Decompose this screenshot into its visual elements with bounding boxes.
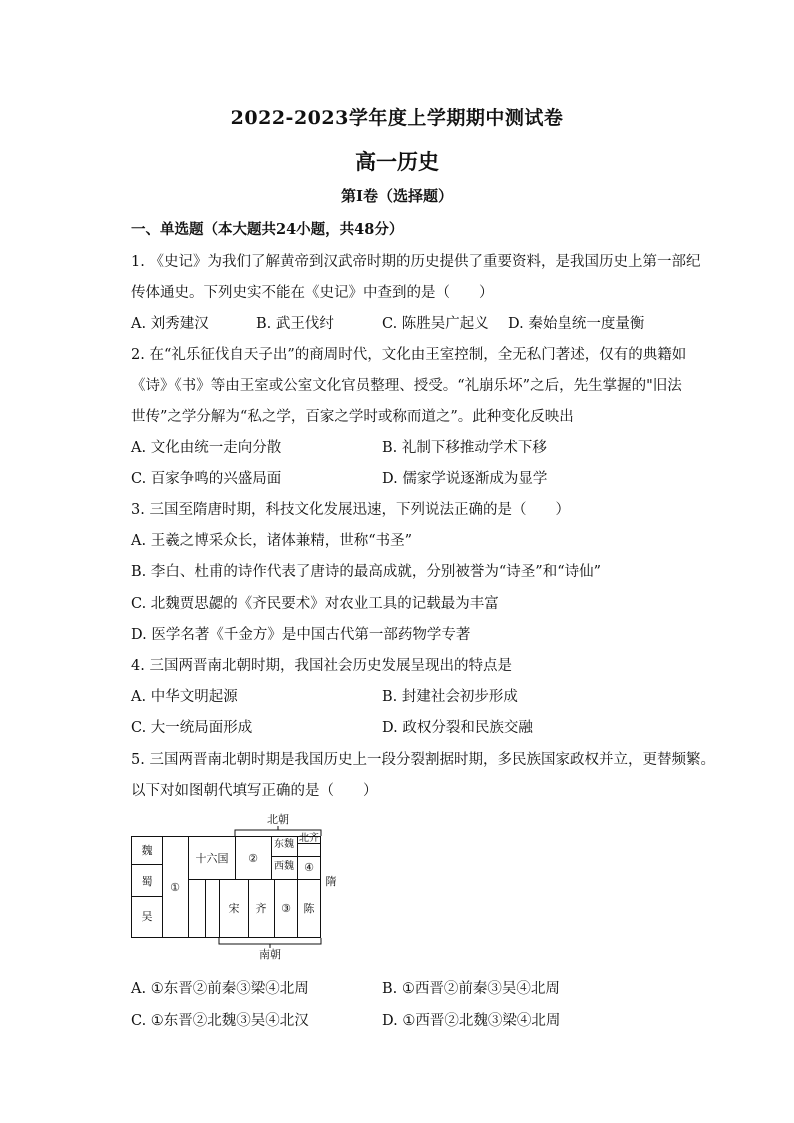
- q3-option-b: B. 李白、杜甫的诗作代表了唐诗的最高成就，分别被誉为“诗圣”和“诗仙”: [131, 564, 602, 580]
- q5-stem-line-1: 5. 三国两晋南北朝时期是我国历史上一段分裂割据时期，多民族国家政权并立，更替频繁。: [131, 752, 715, 768]
- north-dynasties-label: 北朝: [267, 813, 289, 826]
- wu-label: 吴: [141, 910, 153, 923]
- q4-stem-line-1: 4. 三国两晋南北朝时期，我国社会历史发展呈现出的特点是: [131, 658, 512, 674]
- q2-stem-line-1: 2. 在“礼乐征伐自天子出”的商周时代，文化由王室控制，全无私门著述，仅有的典籍如: [131, 347, 687, 363]
- q3-option-a: A. 王羲之博采众长，诸体兼精，世称“书圣”: [131, 533, 413, 549]
- q2-option-b: B. 礼制下移推动学术下移: [382, 440, 547, 456]
- dynasty-diagram: [131, 812, 345, 962]
- chen-label: 陈: [303, 902, 315, 915]
- wei-label: 魏: [141, 844, 153, 857]
- q5-option-a: A. ①东晋②前秦③梁④北周: [131, 981, 309, 997]
- song-label: 宋: [228, 902, 240, 915]
- shu-label: 蜀: [141, 875, 153, 888]
- q2-option-a: A. 文化由统一走向分散: [131, 440, 282, 456]
- blank-3-label: ③: [281, 902, 291, 915]
- q2-stem-line-3: 世传”之学分解为“私之学，百家之学时或称而道之”。此种变化反映出: [131, 409, 574, 425]
- section-heading: 一、单选题（本大题共24小题，共48分）: [131, 221, 404, 238]
- q4-option-c: C. 大一统局面形成: [131, 720, 253, 736]
- blank-2-label: ②: [248, 852, 258, 865]
- q5-option-c: C. ①东晋②北魏③吴④北汉: [131, 1013, 309, 1029]
- blank-4-label: ④: [304, 861, 314, 874]
- q4-option-a: A. 中华文明起源: [131, 689, 238, 705]
- qi-label: 齐: [255, 902, 267, 915]
- exam-title: 2022-2023学年度上学期期中测试卷: [230, 107, 564, 129]
- blank-1-label: ①: [170, 881, 180, 894]
- western-wei-label: 西魏: [274, 861, 294, 872]
- q4-option-d: D. 政权分裂和民族交融: [382, 720, 533, 736]
- q1-stem-line-2: 传体通史。下列史实不能在《史记》中查到的是（ ）: [131, 285, 494, 301]
- sixteen-kingdoms-label: 十六国: [195, 852, 229, 865]
- q1-option-d: D. 秦始皇统一度量衡: [508, 316, 645, 332]
- q5-option-d: D. ①西晋②北魏③梁④北周: [382, 1013, 561, 1029]
- sui-label: 隋: [325, 875, 337, 888]
- q2-option-d: D. 儒家学说逐渐成为显学: [382, 471, 548, 487]
- part-title: 第Ⅰ卷（选择题）: [340, 187, 454, 205]
- q3-option-d: D. 医学名著《千金方》是中国古代第一部药物学专著: [131, 627, 471, 643]
- south-dynasties-label: 南朝: [259, 948, 281, 961]
- q5-option-b: B. ①西晋②前秦③吴④北周: [382, 981, 560, 997]
- q2-option-c: C. 百家争鸣的兴盛局面: [131, 471, 282, 487]
- south-bracket: [219, 938, 321, 944]
- q4-option-b: B. 封建社会初步形成: [382, 689, 518, 705]
- q2-stem-line-2: 《诗》《书》等由王室或公室文化官员整理、授受。“礼崩乐坏”之后，先生掌握的"旧法: [131, 378, 682, 394]
- northern-qi-label: 北齐: [299, 833, 319, 844]
- q1-option-c: C. 陈胜吴广起义: [382, 316, 489, 332]
- q3-option-c: C. 北魏贾思勰的《齐民要术》对农业工具的记载最为丰富: [131, 596, 499, 612]
- q1-stem-line-1: 1. 《史记》为我们了解黄帝到汉武帝时期的历史提供了重要资料，是我国历史上第一部纪: [131, 254, 701, 270]
- eastern-wei-label: 东魏: [274, 839, 294, 850]
- q1-option-a: A. 刘秀建汉: [131, 316, 209, 332]
- subject-title: 高一历史: [355, 149, 439, 174]
- q3-stem-line-1: 3. 三国至隋唐时期，科技文化发展迅速，下列说法正确的是（ ）: [131, 502, 570, 518]
- q1-option-b: B. 武王伐纣: [256, 316, 334, 332]
- q5-stem-line-2: 以下对如图朝代填写正确的是（ ）: [131, 783, 378, 799]
